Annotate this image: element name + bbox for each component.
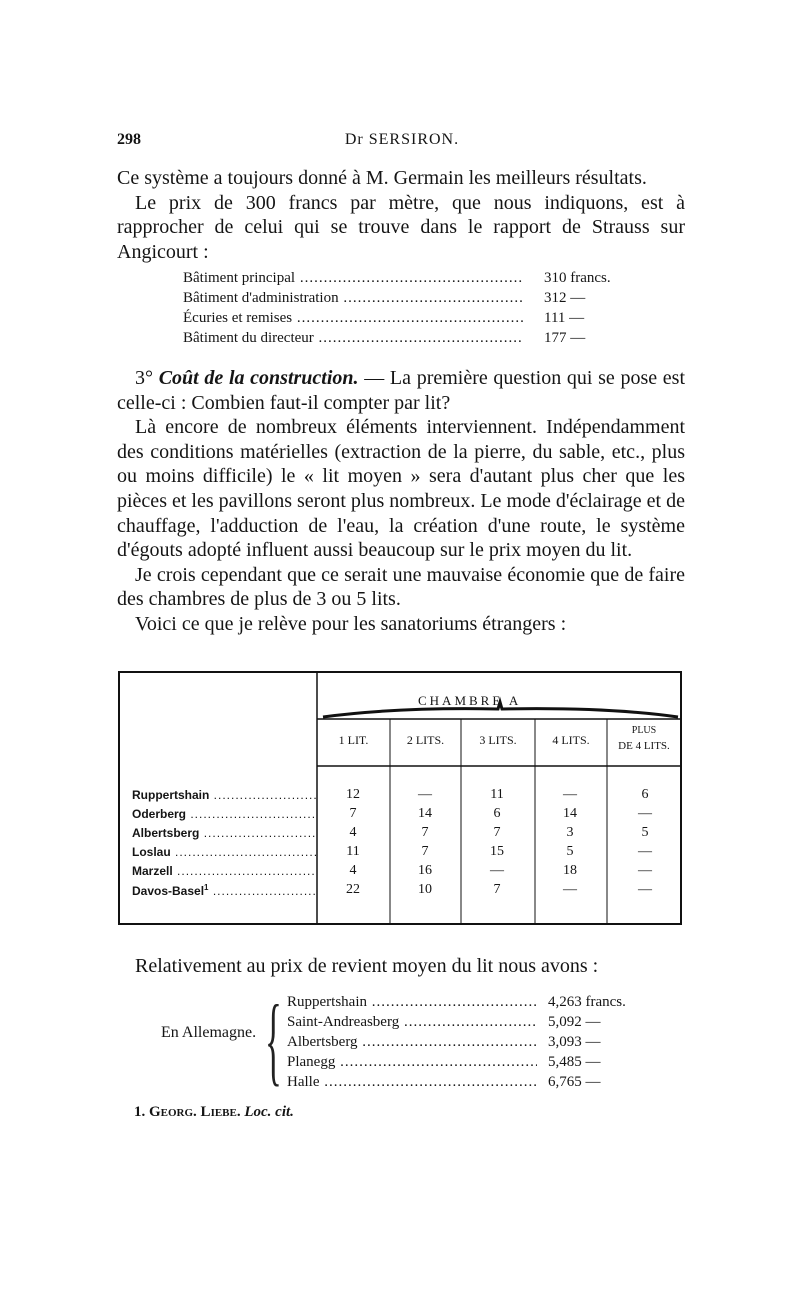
group-header: CHAMBRE A [418, 693, 522, 708]
row-name: Albertsberg ..... [132, 826, 317, 840]
lit-row [287, 1052, 647, 1072]
row-cell: 7 [493, 882, 501, 897]
price-row [183, 308, 643, 328]
row-cell: 12 [346, 787, 360, 802]
brace-glyph: { [265, 984, 282, 1095]
row-name [132, 883, 317, 898]
column-header-top: PLUS [631, 725, 657, 736]
paragraph-2: Le prix de 300 francs par mètre, que nous indiquons, est à rapprocher de celui qui se trouve dans le rapport de Strauss sur Angicourt : [117, 191, 685, 263]
lit-row [287, 1012, 647, 1032]
lit-label: Ruppertshain ..... [287, 992, 537, 1012]
row-cell: 15 [490, 844, 504, 859]
row-name: Marzell ..... [132, 864, 317, 878]
price-label: Bâtiment du directeur ..... [183, 328, 523, 348]
row-cell: 6 [493, 806, 501, 821]
section-3-paragraph [117, 366, 685, 415]
row-cell: — [418, 787, 432, 802]
row-name: Ruppertshain ..... [132, 788, 317, 802]
row-cell: 16 [418, 863, 432, 878]
row-cell: 4 [349, 825, 357, 840]
row-cell: — [638, 806, 652, 821]
column-header: 3 LITS. [479, 733, 517, 747]
lit-value: 3,093 — [545, 1032, 601, 1052]
row-cell: — [638, 844, 652, 859]
row-cell: 7 [493, 825, 501, 840]
row-name-text: Davos-Basel [132, 884, 205, 898]
row-cell: 5 [641, 825, 649, 840]
lit-label: Halle ..... [287, 1072, 537, 1092]
lit-row [287, 1072, 647, 1092]
lit-label: Albertsberg ..... [287, 1032, 537, 1052]
footnote-number: 1. [134, 1104, 146, 1120]
lit-row [287, 992, 647, 1012]
row-cell: 22 [346, 882, 360, 897]
lit-value: 5,092 — [545, 1012, 601, 1032]
row-cell: 11 [490, 787, 504, 802]
price-value: 177 — [541, 328, 585, 348]
paragraph-1: Ce système a toujours donné à M. Germain les meilleurs résultats. [117, 167, 647, 189]
row-cell: 14 [418, 806, 432, 821]
column-header-bottom: DE 4 LITS. [618, 740, 670, 752]
region-label: En Allemagne. [161, 1024, 257, 1041]
price-value: 310 francs. [541, 268, 611, 288]
price-label: Bâtiment principal ..... [183, 268, 523, 288]
column-header: 1 LIT. [338, 733, 369, 747]
paragraph-4: Là encore de nombreux éléments interviennent. Indépendamment des conditions matérielles (extraction de la pierre, du sable, etc., plus ou moins difficile) le « lit moyen » sera d'autant plus cher que les pièces et les pavillons seront plus nombreux. Le mode d'éclairage et de chauffage, l'adduction de l'eau, la création d'une route, le système d'égouts adopté influent aussi beaucoup sur le prix moyen du lit. [117, 416, 685, 562]
section-title: Coût de la construction. [158, 367, 359, 389]
row-cell: 14 [563, 806, 577, 821]
price-row [183, 288, 643, 308]
paragraph-5: Je crois cependant que ce serait une mauvaise économie que de faire des chambres de plus de 3 ou 5 lits. [117, 563, 685, 611]
angicourt-price-list [183, 268, 643, 348]
row-name: Loslau ..... [132, 845, 317, 859]
price-row [183, 328, 643, 348]
price-value: 111 — [541, 308, 584, 328]
column-header: 4 LITS. [552, 733, 590, 747]
footnote-author: Georg. Liebe. [149, 1104, 241, 1120]
row-cell: 6 [641, 787, 649, 802]
text-block-top [117, 166, 685, 264]
row-cell: 11 [346, 844, 360, 859]
row-cell: 4 [349, 863, 357, 878]
lit-label: Planegg ..... [287, 1052, 537, 1072]
footnote-ref: 1 [204, 883, 209, 892]
paragraph-6: Voici ce que je relève pour les sanatoriums étrangers : [135, 612, 567, 635]
lit-label: Saint-Andreasberg ..... [287, 1012, 537, 1032]
row-cell: — [563, 882, 577, 897]
row-cell: 3 [566, 825, 574, 840]
row-cell: — [638, 863, 652, 878]
price-value: 312 — [541, 288, 585, 308]
lit-row [287, 1032, 647, 1052]
row-cell: 18 [563, 863, 577, 878]
price-label: Bâtiment d'administration ..... [183, 288, 523, 308]
row-cell: 10 [418, 882, 432, 897]
row-cell: 7 [421, 844, 429, 859]
row-cell: — [638, 882, 652, 897]
running-head: Dr SERSIRON. [344, 131, 460, 148]
footnote [134, 1104, 294, 1121]
section-text: — La première question qui se pose est celle-ci : Combien faut-il compter par lit? [117, 367, 686, 414]
lit-value: 5,485 — [545, 1052, 601, 1072]
row-cell: 5 [566, 844, 574, 859]
lit-value: 4,263 francs. [545, 992, 626, 1012]
row-cell: 7 [349, 806, 357, 821]
column-header: 2 LITS. [406, 733, 445, 747]
sanatorium-table [118, 671, 682, 925]
row-cell: — [490, 863, 504, 878]
price-row [183, 268, 643, 288]
page-number: 298 [117, 131, 141, 148]
lit-price-list [287, 992, 647, 1092]
row-cell: — [563, 787, 577, 802]
price-label: Écuries et remises ..... [183, 308, 523, 328]
page-header [117, 131, 687, 155]
lit-intro: Relativement au prix de revient moyen du lit nous avons : [135, 955, 599, 977]
footnote-loc: Loc. cit. [244, 1104, 294, 1120]
row-name: Oderberg ..... [132, 807, 317, 821]
row-cell: 7 [421, 825, 429, 840]
section-number: 3° [135, 367, 153, 389]
text-block-section [117, 366, 685, 637]
lit-value: 6,765 — [545, 1072, 601, 1092]
